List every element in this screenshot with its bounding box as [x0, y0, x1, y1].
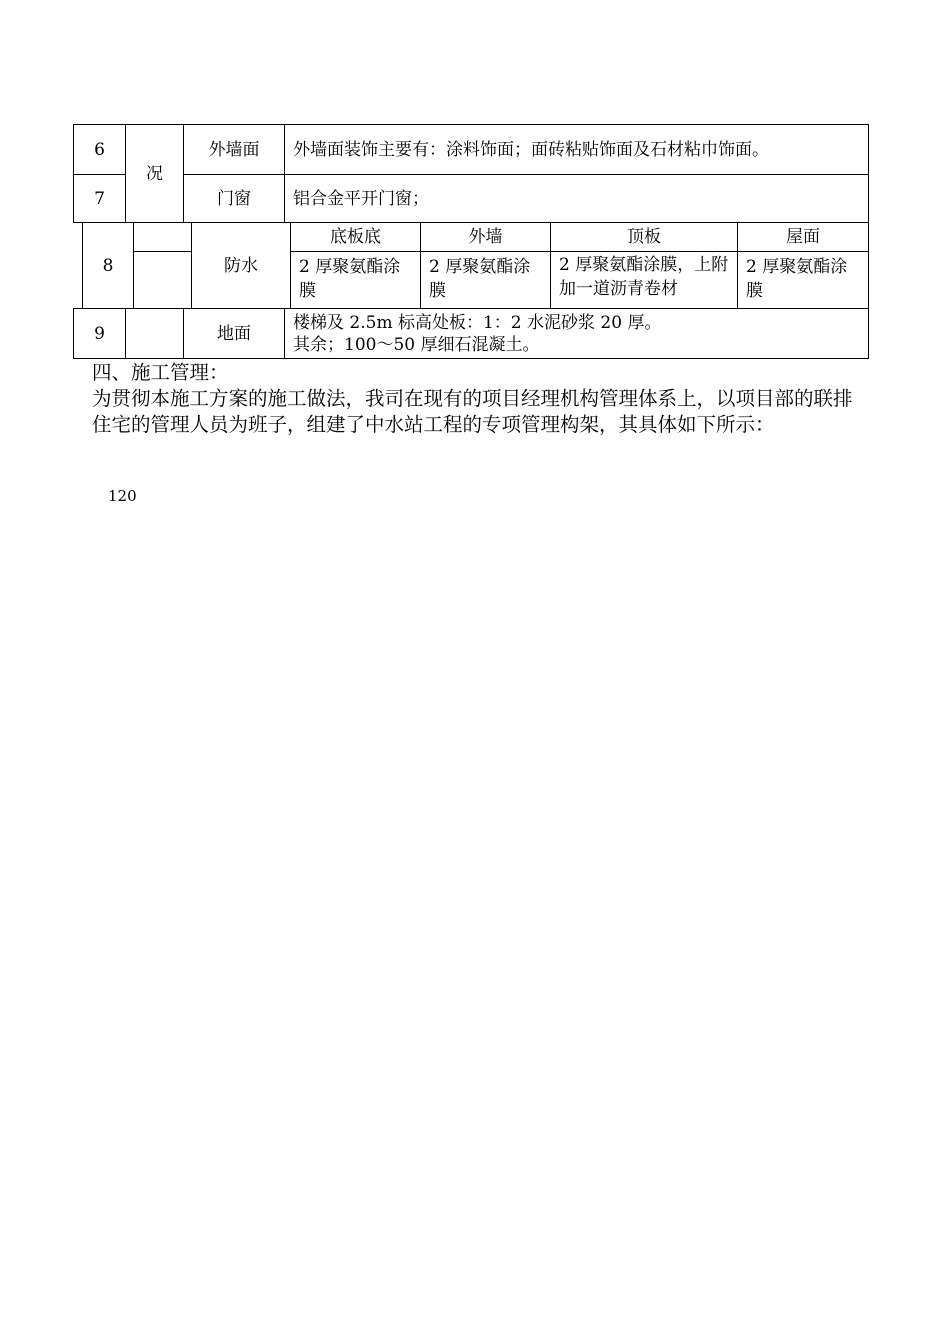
body-paragraph: 为贯彻本施工方案的施工做法，我司在现有的项目经理机构管理体系上，以项目部的联排住宅的管理人员为班子，组建了中水站工程的专项管理构架，其具体如下所示： — [92, 387, 853, 436]
content-line: 其余；100～50 厚细石混凝土。 — [293, 334, 540, 355]
item-name: 地面 — [184, 309, 285, 359]
item-content: 外墙面装饰主要有：涂料饰面；面砖粘贴饰面及石材粘巾饰面。 — [285, 125, 869, 175]
column-header: 屋面 — [738, 223, 869, 252]
row-number: 9 — [74, 309, 126, 359]
cell-value: 2 厚聚氨酯涂膜 — [421, 252, 551, 309]
cell-value: 2 厚聚氨酯涂膜 — [738, 252, 869, 309]
item-content — [285, 309, 869, 359]
empty-cell — [126, 309, 184, 359]
cell-value: 2 厚聚氨酯涂膜，上附加一道沥青卷材 — [551, 252, 738, 309]
cell-value: 2 厚聚氨酯涂膜 — [291, 252, 421, 309]
row-number: 8 — [83, 223, 134, 309]
content-line: 楼梯及 2.5m 标高处板：1：2 水泥砂浆 20 厚。 — [293, 312, 662, 333]
table-floor — [73, 308, 869, 359]
table-waterproofing — [82, 222, 869, 309]
table-row — [74, 309, 869, 359]
item-name: 防水 — [192, 223, 291, 309]
empty-cell — [134, 223, 192, 252]
item-name: 门窗 — [184, 175, 285, 223]
table-row — [83, 223, 869, 252]
column-header: 顶板 — [551, 223, 738, 252]
empty-cell — [134, 252, 192, 309]
section-heading: 四、施工管理： — [92, 361, 229, 384]
table-row — [74, 175, 869, 223]
row-number: 6 — [74, 125, 126, 175]
table-row — [74, 125, 869, 175]
page-number: 120 — [108, 487, 137, 505]
merged-label-cell: 况 — [126, 125, 184, 223]
column-header: 外墙 — [421, 223, 551, 252]
column-header: 底板底 — [291, 223, 421, 252]
row-number: 7 — [74, 175, 126, 223]
table-facade-windows — [73, 124, 869, 223]
item-content: 铝合金平开门窗； — [285, 175, 869, 223]
item-name: 外墙面 — [184, 125, 285, 175]
